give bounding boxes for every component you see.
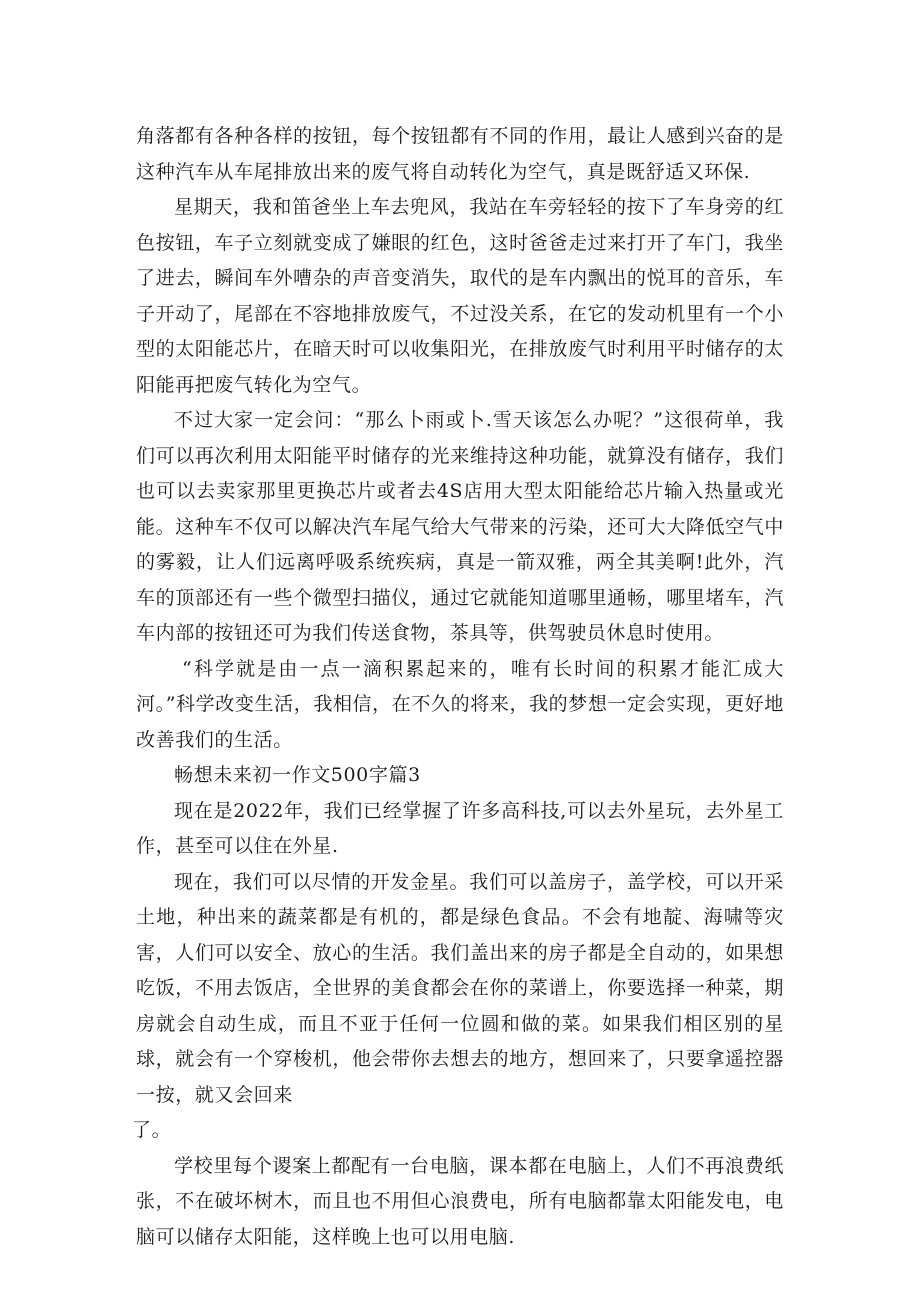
paragraph-rainy-day: 不过大家一定会问：“那么卜雨或卜.雪天该怎么办呢？”这很荷单，我们可以再次利用太阳能平时储存的光来维持这种功能，就算没有储存，我们也可以去卖家那里更换芯片或者去4S店用大型太阳能给芯片输入热量或光能。这种车不仅可以解决汽车尾气给大气带来的污染，还可大大降低空气中的雾毅，让人们远离呼吸系统疾病，真是一箭双雅，两全其美啊!此外，汽车的顶部还有一些个微型扫描仪，通过它就能知道哪里通畅，哪里堵车，汽车内部的按钮还可为我们传送食物，茶具等，供驾驶员休息时使用。: [136, 409, 784, 644]
paragraph-school: 学校里每个谡案上都配有一台电脑，课本都在电脑上，人们不再浪费纸张，不在破坏树木，而且也不用但心浪费电，所有电脑都靠太阳能发电，电脑可以储存太阳能，这样晚上也可以用电脑.: [136, 1154, 784, 1248]
paragraph-venus: 现在，我们可以尽情的开发金星。我们可以盖房子，盖学校，可以开采土地，种出来的蔬菜都是有机的，都是绿色食品。不会有地靛、海啸等灾害，人们可以安全、放心的生活。我们盖出来的房子都是全自动的，如果想吃饭，不用去饭店，全世界的美食都会在你的菜谱上，你要选择一种菜，期房就会自动生成，而且不亚于任何一位圆和做的菜。如果我们相区别的星球，就会有一个穿梭机，他会带你去想去的地方，想回来了，只要拿遥控器一按，就又会回来: [136, 870, 784, 1106]
paragraph-science-quote: “科学就是由一点一滴积累起来的，唯有长时间的积累才能汇成大河。”科学改变生活，我相信，在不久的将来，我的梦想一定会实现，更好地改善我们的生活。: [136, 657, 784, 751]
essay-heading: 畅想未来初一作文500字篇3: [174, 764, 421, 786]
document-body: [132, 119, 784, 1255]
paragraph-continuation: 角落都有各种各样的按钮，每个按钮都有不同的作用，最让人感到兴奋的是这种汽车从车尾排放出来的废气将自动转化为空气，真是既舒适又环保.: [136, 125, 784, 183]
paragraph-sunday-ride: 星期天，我和笛爸坐上车去兜风，我站在车旁轻轻的按下了车身旁的红色按钮，车子立刻就变成了嫌眼的红色，这时爸爸走过来打开了车门，我坐了进去，瞬间车外嘈杂的声音变消失，取代的是车内飘出的悦耳的音乐，车子开动了，尾部在不容地排放废气，不过没关系，在它的发动机里有一个小型的太阳能芯片，在暗天时可以收集阳光，在排放废气时利用平时储存的太阳能再把废气转化为空气。: [136, 196, 784, 396]
paragraph-tail: 了。: [132, 1119, 172, 1141]
paragraph-year-2022: 现在是2022年，我们已经掌握了许多高科技,可以去外星玩，去外星工作，甚至可以住在外星.: [136, 799, 784, 857]
